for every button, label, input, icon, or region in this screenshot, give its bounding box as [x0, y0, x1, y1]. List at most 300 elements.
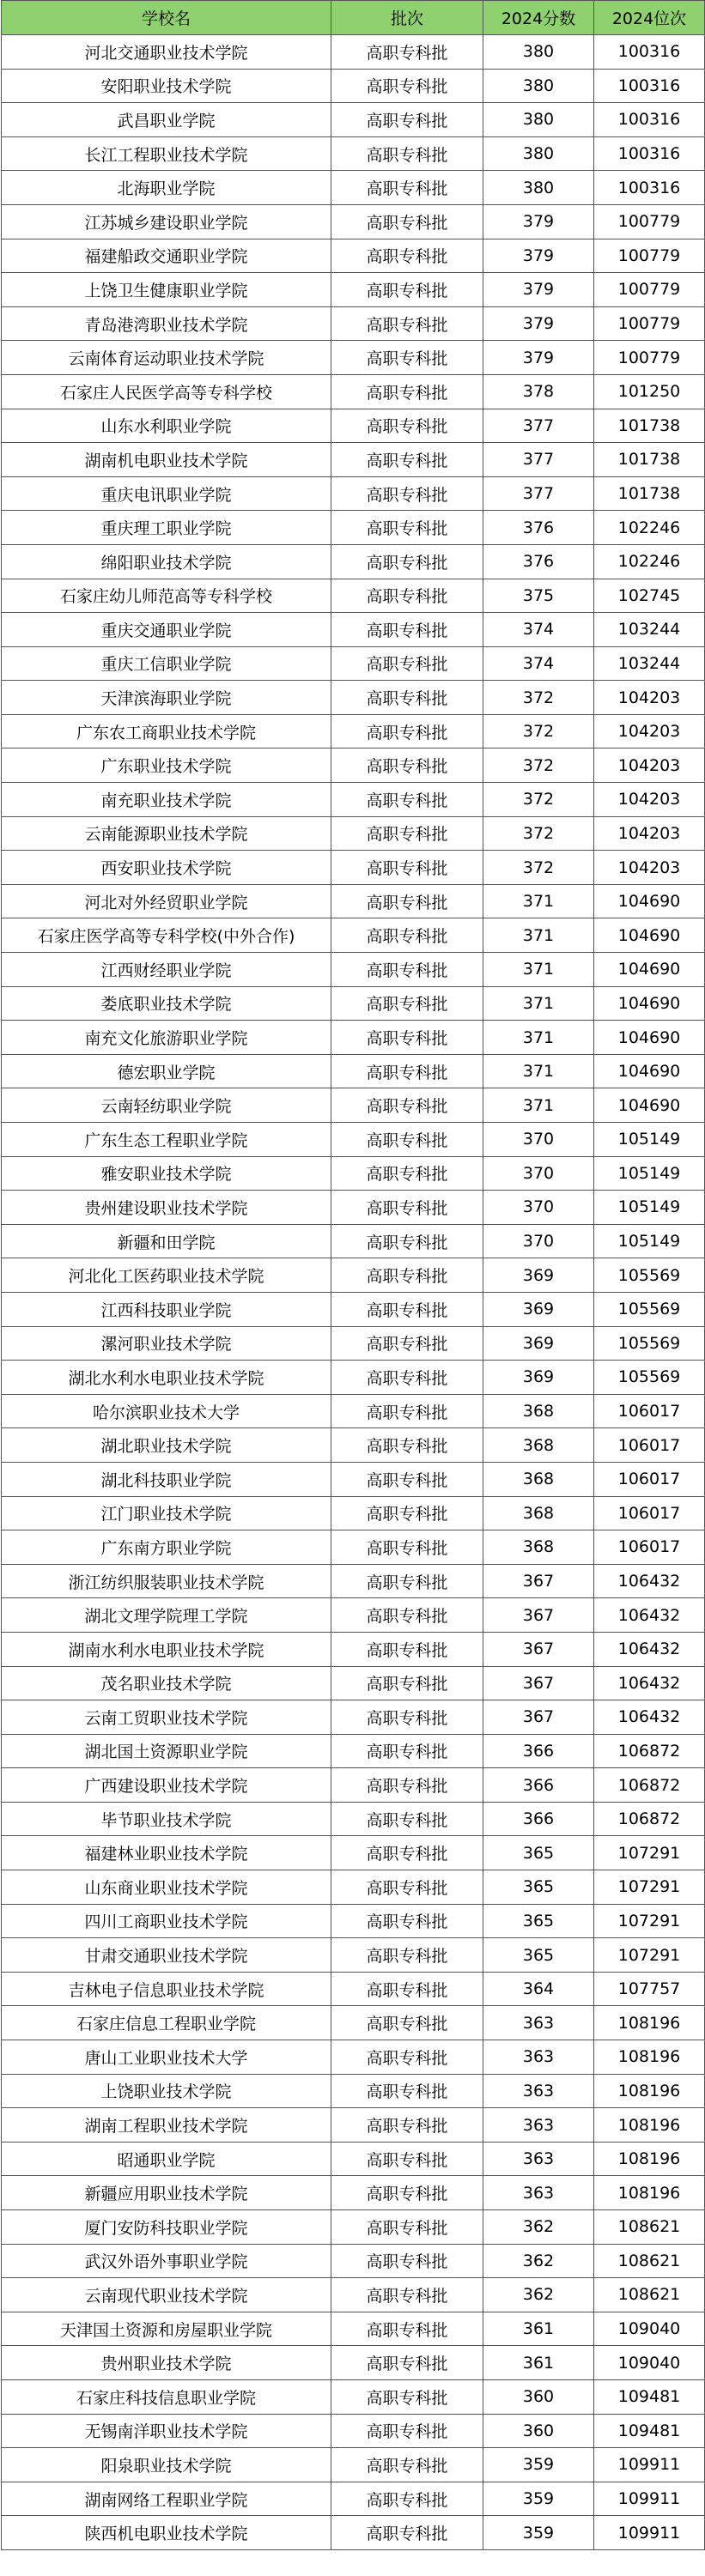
batch-cell: 高职专科批	[331, 918, 483, 953]
table-row	[2, 579, 705, 613]
batch-cell: 高职专科批	[331, 1938, 483, 1973]
score-cell: 367	[483, 1666, 594, 1700]
batch-cell: 高职专科批	[331, 749, 483, 783]
rank-cell: 105149	[594, 1156, 705, 1191]
batch-cell: 高职专科批	[331, 1768, 483, 1803]
school-name-cell: 河北化工医药职业技术学院	[2, 1258, 331, 1293]
rank-cell: 107291	[594, 1938, 705, 1973]
batch-cell: 高职专科批	[331, 544, 483, 579]
table-row	[2, 1462, 705, 1496]
table-row	[2, 2278, 705, 2312]
score-cell: 379	[483, 341, 594, 375]
batch-cell: 高职专科批	[331, 1836, 483, 1870]
score-cell: 365	[483, 1870, 594, 1905]
batch-cell: 高职专科批	[331, 851, 483, 885]
batch-cell: 高职专科批	[331, 646, 483, 681]
header-batch: 批次	[331, 1, 483, 35]
batch-cell: 高职专科批	[331, 1462, 483, 1496]
rank-cell: 100779	[594, 306, 705, 341]
batch-cell: 高职专科批	[331, 816, 483, 851]
rank-cell: 108196	[594, 2006, 705, 2040]
school-name-cell: 南充文化旅游职业学院	[2, 1021, 331, 1055]
school-name-cell: 湖南网络工程职业学院	[2, 2482, 331, 2516]
batch-cell: 高职专科批	[331, 986, 483, 1021]
score-cell: 372	[483, 783, 594, 817]
table-row	[2, 476, 705, 511]
score-cell: 363	[483, 2176, 594, 2210]
rank-cell: 101738	[594, 409, 705, 443]
table-row	[2, 986, 705, 1021]
table-row	[2, 816, 705, 851]
rank-cell: 105569	[594, 1361, 705, 1395]
batch-cell: 高职专科批	[331, 2516, 483, 2550]
rank-cell: 109040	[594, 2346, 705, 2380]
batch-cell: 高职专科批	[331, 2074, 483, 2108]
score-cell: 376	[483, 511, 594, 545]
school-name-cell: 广东职业技术学院	[2, 749, 331, 783]
table-row	[2, 918, 705, 953]
rank-cell: 105149	[594, 1224, 705, 1258]
school-name-cell: 唐山工业职业技术大学	[2, 2040, 331, 2075]
table-row	[2, 1972, 705, 2006]
school-name-cell: 云南现代职业技术学院	[2, 2278, 331, 2312]
score-cell: 362	[483, 2210, 594, 2245]
rank-cell: 105569	[594, 1292, 705, 1326]
school-name-cell: 无锡南洋职业技术学院	[2, 2414, 331, 2448]
rank-cell: 102745	[594, 579, 705, 613]
school-name-cell: 南充职业技术学院	[2, 783, 331, 817]
rank-cell: 104203	[594, 749, 705, 783]
score-cell: 363	[483, 2074, 594, 2108]
school-name-cell: 江门职业技术学院	[2, 1496, 331, 1530]
rank-cell: 100316	[594, 35, 705, 70]
rank-cell: 109911	[594, 2516, 705, 2550]
score-cell: 372	[483, 851, 594, 885]
rank-cell: 100316	[594, 69, 705, 103]
table-row	[2, 749, 705, 783]
school-name-cell: 重庆交通职业学院	[2, 613, 331, 647]
rank-cell: 109911	[594, 2482, 705, 2516]
table-row	[2, 1938, 705, 1973]
batch-cell: 高职专科批	[331, 1598, 483, 1633]
table-body	[2, 35, 705, 2550]
batch-cell: 高职专科批	[331, 1191, 483, 1225]
school-name-cell: 新疆和田学院	[2, 1224, 331, 1258]
table-row	[2, 884, 705, 918]
batch-cell: 高职专科批	[331, 35, 483, 70]
table-row	[2, 1021, 705, 1055]
rank-cell: 106017	[594, 1496, 705, 1530]
score-cell: 368	[483, 1530, 594, 1565]
school-name-cell: 湖北科技职业学院	[2, 1462, 331, 1496]
rank-cell: 109040	[594, 2312, 705, 2346]
rank-cell: 106017	[594, 1530, 705, 1565]
batch-cell: 高职专科批	[331, 409, 483, 443]
rank-cell: 106872	[594, 1768, 705, 1803]
school-name-cell: 湖南水利水电职业技术学院	[2, 1632, 331, 1666]
score-cell: 370	[483, 1224, 594, 1258]
batch-cell: 高职专科批	[331, 1021, 483, 1055]
rank-cell: 100779	[594, 239, 705, 273]
school-name-cell: 福建林业职业技术学院	[2, 1836, 331, 1870]
rank-cell: 109911	[594, 2448, 705, 2482]
rank-cell: 104203	[594, 783, 705, 817]
rank-cell: 106872	[594, 1802, 705, 1836]
batch-cell: 高职专科批	[331, 2176, 483, 2210]
table-row	[2, 2006, 705, 2040]
rank-cell: 100316	[594, 171, 705, 205]
score-cell: 366	[483, 1734, 594, 1768]
score-cell: 371	[483, 1021, 594, 1055]
batch-cell: 高职专科批	[331, 1361, 483, 1395]
rank-cell: 106432	[594, 1700, 705, 1735]
rank-cell: 105149	[594, 1191, 705, 1225]
score-cell: 369	[483, 1326, 594, 1361]
table-row	[2, 374, 705, 409]
school-name-cell: 云南轻纺职业学院	[2, 1088, 331, 1123]
score-cell: 380	[483, 171, 594, 205]
batch-cell: 高职专科批	[331, 2448, 483, 2482]
score-cell: 368	[483, 1462, 594, 1496]
batch-cell: 高职专科批	[331, 714, 483, 749]
batch-cell: 高职专科批	[331, 2414, 483, 2448]
batch-cell: 高职专科批	[331, 476, 483, 511]
table-row	[2, 35, 705, 70]
score-cell: 372	[483, 714, 594, 749]
rank-cell: 109481	[594, 2379, 705, 2414]
table-row	[2, 1156, 705, 1191]
rank-cell: 104690	[594, 1021, 705, 1055]
rank-cell: 108196	[594, 2176, 705, 2210]
table-row	[2, 2448, 705, 2482]
table-row	[2, 1564, 705, 1598]
table-row	[2, 1292, 705, 1326]
school-name-cell: 江西财经职业学院	[2, 953, 331, 987]
score-cell: 366	[483, 1802, 594, 1836]
table-row	[2, 1496, 705, 1530]
score-cell: 374	[483, 646, 594, 681]
score-cell: 377	[483, 443, 594, 477]
table-row	[2, 1632, 705, 1666]
score-cell: 377	[483, 476, 594, 511]
score-cell: 371	[483, 1054, 594, 1088]
batch-cell: 高职专科批	[331, 443, 483, 477]
school-name-cell: 重庆工信职业学院	[2, 646, 331, 681]
rank-cell: 107757	[594, 1972, 705, 2006]
batch-cell: 高职专科批	[331, 1156, 483, 1191]
batch-cell: 高职专科批	[331, 1666, 483, 1700]
rank-cell: 100779	[594, 341, 705, 375]
table-row	[2, 239, 705, 273]
school-name-cell: 上饶职业技术学院	[2, 2074, 331, 2108]
score-cell: 371	[483, 1088, 594, 1123]
batch-cell: 高职专科批	[331, 1904, 483, 1938]
school-name-cell: 陕西机电职业技术学院	[2, 2516, 331, 2550]
table-row	[2, 2346, 705, 2380]
rank-cell: 106432	[594, 1598, 705, 1633]
table-row	[2, 714, 705, 749]
school-name-cell: 湖北国土资源职业学院	[2, 1734, 331, 1768]
table-row	[2, 2210, 705, 2245]
table-row	[2, 1904, 705, 1938]
school-name-cell: 石家庄医学高等专科学校(中外合作)	[2, 918, 331, 953]
batch-cell: 高职专科批	[331, 1224, 483, 1258]
batch-cell: 高职专科批	[331, 613, 483, 647]
table-row	[2, 2142, 705, 2176]
table-row	[2, 1870, 705, 1905]
batch-cell: 高职专科批	[331, 1292, 483, 1326]
score-cell: 372	[483, 749, 594, 783]
table-row	[2, 953, 705, 987]
score-cell: 380	[483, 69, 594, 103]
table-row	[2, 341, 705, 375]
table-row	[2, 204, 705, 239]
batch-cell: 高职专科批	[331, 1802, 483, 1836]
batch-cell: 高职专科批	[331, 136, 483, 171]
table-row	[2, 2482, 705, 2516]
batch-cell: 高职专科批	[331, 2210, 483, 2245]
batch-cell: 高职专科批	[331, 1530, 483, 1565]
rank-cell: 104690	[594, 1088, 705, 1123]
score-cell: 379	[483, 239, 594, 273]
rank-cell: 105569	[594, 1326, 705, 1361]
school-name-cell: 四川工商职业技术学院	[2, 1904, 331, 1938]
school-name-cell: 武汉外语外事职业学院	[2, 2244, 331, 2278]
admission-scores-table	[1, 0, 705, 2550]
batch-cell: 高职专科批	[331, 273, 483, 307]
school-name-cell: 长江工程职业技术学院	[2, 136, 331, 171]
school-name-cell: 绵阳职业技术学院	[2, 544, 331, 579]
school-name-cell: 贵州建设职业技术学院	[2, 1191, 331, 1225]
table-row	[2, 1361, 705, 1395]
table-row	[2, 2244, 705, 2278]
batch-cell: 高职专科批	[331, 204, 483, 239]
score-cell: 360	[483, 2379, 594, 2414]
rank-cell: 108621	[594, 2244, 705, 2278]
school-name-cell: 武昌职业学院	[2, 103, 331, 137]
batch-cell: 高职专科批	[331, 341, 483, 375]
rank-cell: 106872	[594, 1734, 705, 1768]
score-cell: 368	[483, 1428, 594, 1463]
batch-cell: 高职专科批	[331, 2312, 483, 2346]
score-cell: 379	[483, 273, 594, 307]
school-name-cell: 湖北水利水电职业技术学院	[2, 1361, 331, 1395]
score-cell: 377	[483, 409, 594, 443]
table-row	[2, 2176, 705, 2210]
table-row	[2, 681, 705, 715]
table-row	[2, 1394, 705, 1428]
table-row	[2, 1836, 705, 1870]
table-row	[2, 69, 705, 103]
rank-cell: 104690	[594, 918, 705, 953]
rank-cell: 109481	[594, 2414, 705, 2448]
score-cell: 380	[483, 136, 594, 171]
school-name-cell: 上饶卫生健康职业学院	[2, 273, 331, 307]
rank-cell: 100779	[594, 273, 705, 307]
batch-cell: 高职专科批	[331, 2108, 483, 2143]
school-name-cell: 茂名职业技术学院	[2, 1666, 331, 1700]
score-cell: 375	[483, 579, 594, 613]
batch-cell: 高职专科批	[331, 1258, 483, 1293]
rank-cell: 104203	[594, 851, 705, 885]
table-row	[2, 1326, 705, 1361]
school-name-cell: 天津滨海职业学院	[2, 681, 331, 715]
score-cell: 363	[483, 2142, 594, 2176]
school-name-cell: 北海职业学院	[2, 171, 331, 205]
score-cell: 372	[483, 816, 594, 851]
header-school-name: 学校名	[2, 1, 331, 35]
rank-cell: 108621	[594, 2210, 705, 2245]
rank-cell: 104203	[594, 816, 705, 851]
school-name-cell: 雅安职业技术学院	[2, 1156, 331, 1191]
school-name-cell: 德宏职业学院	[2, 1054, 331, 1088]
table-row	[2, 1598, 705, 1633]
score-cell: 359	[483, 2448, 594, 2482]
table-row	[2, 1666, 705, 1700]
school-name-cell: 山东水利职业学院	[2, 409, 331, 443]
table-row	[2, 2312, 705, 2346]
batch-cell: 高职专科批	[331, 1632, 483, 1666]
table-row	[2, 1123, 705, 1157]
table-row	[2, 2074, 705, 2108]
school-name-cell: 石家庄信息工程职业学院	[2, 2006, 331, 2040]
rank-cell: 101250	[594, 374, 705, 409]
score-cell: 360	[483, 2414, 594, 2448]
batch-cell: 高职专科批	[331, 2142, 483, 2176]
table-row	[2, 1088, 705, 1123]
score-cell: 365	[483, 1836, 594, 1870]
table-row	[2, 2414, 705, 2448]
school-name-cell: 湖北文理学院理工学院	[2, 1598, 331, 1633]
rank-cell: 104203	[594, 681, 705, 715]
rank-cell: 108196	[594, 2040, 705, 2075]
header-row	[2, 1, 705, 35]
batch-cell: 高职专科批	[331, 2006, 483, 2040]
batch-cell: 高职专科批	[331, 239, 483, 273]
score-cell: 374	[483, 613, 594, 647]
score-cell: 369	[483, 1292, 594, 1326]
header-2024-rank: 2024位次	[594, 1, 705, 35]
school-name-cell: 吉林电子信息职业技术学院	[2, 1972, 331, 2006]
school-name-cell: 新疆应用职业技术学院	[2, 2176, 331, 2210]
score-cell: 370	[483, 1123, 594, 1157]
score-cell: 363	[483, 2108, 594, 2143]
rank-cell: 106017	[594, 1428, 705, 1463]
school-name-cell: 昭通职业学院	[2, 2142, 331, 2176]
school-name-cell: 石家庄科技信息职业学院	[2, 2379, 331, 2414]
school-name-cell: 江苏城乡建设职业学院	[2, 204, 331, 239]
table-row	[2, 1768, 705, 1803]
batch-cell: 高职专科批	[331, 103, 483, 137]
score-cell: 370	[483, 1191, 594, 1225]
table-row	[2, 511, 705, 545]
table-row	[2, 613, 705, 647]
school-name-cell: 重庆理工职业学院	[2, 511, 331, 545]
batch-cell: 高职专科批	[331, 2379, 483, 2414]
score-cell: 370	[483, 1156, 594, 1191]
score-cell: 368	[483, 1496, 594, 1530]
rank-cell: 101738	[594, 443, 705, 477]
batch-cell: 高职专科批	[331, 1123, 483, 1157]
school-name-cell: 贵州职业技术学院	[2, 2346, 331, 2380]
batch-cell: 高职专科批	[331, 1564, 483, 1598]
table-row	[2, 136, 705, 171]
rank-cell: 108196	[594, 2142, 705, 2176]
score-cell: 369	[483, 1258, 594, 1293]
rank-cell: 104203	[594, 714, 705, 749]
batch-cell: 高职专科批	[331, 1428, 483, 1463]
table-row	[2, 783, 705, 817]
rank-cell: 104690	[594, 884, 705, 918]
score-cell: 367	[483, 1598, 594, 1633]
header-2024-score: 2024分数	[483, 1, 594, 35]
table-row	[2, 1428, 705, 1463]
score-cell: 367	[483, 1632, 594, 1666]
batch-cell: 高职专科批	[331, 2482, 483, 2516]
batch-cell: 高职专科批	[331, 306, 483, 341]
score-cell: 379	[483, 204, 594, 239]
batch-cell: 高职专科批	[331, 511, 483, 545]
school-name-cell: 广东生态工程职业学院	[2, 1123, 331, 1157]
batch-cell: 高职专科批	[331, 2040, 483, 2075]
school-name-cell: 江西科技职业学院	[2, 1292, 331, 1326]
table-row	[2, 409, 705, 443]
batch-cell: 高职专科批	[331, 1088, 483, 1123]
score-cell: 371	[483, 986, 594, 1021]
score-cell: 363	[483, 2040, 594, 2075]
score-cell: 359	[483, 2482, 594, 2516]
score-cell: 380	[483, 103, 594, 137]
school-name-cell: 石家庄人民医学高等专科学校	[2, 374, 331, 409]
rank-cell: 108621	[594, 2278, 705, 2312]
score-cell: 379	[483, 306, 594, 341]
score-cell: 364	[483, 1972, 594, 2006]
rank-cell: 106432	[594, 1666, 705, 1700]
table-row	[2, 273, 705, 307]
table-row	[2, 2108, 705, 2143]
school-name-cell: 湖南机电职业技术学院	[2, 443, 331, 477]
school-name-cell: 河北交通职业技术学院	[2, 35, 331, 70]
school-name-cell: 湖北职业技术学院	[2, 1428, 331, 1463]
score-cell: 362	[483, 2244, 594, 2278]
batch-cell: 高职专科批	[331, 1054, 483, 1088]
batch-cell: 高职专科批	[331, 953, 483, 987]
rank-cell: 104690	[594, 953, 705, 987]
rank-cell: 100779	[594, 204, 705, 239]
rank-cell: 102246	[594, 511, 705, 545]
batch-cell: 高职专科批	[331, 579, 483, 613]
school-name-cell: 河北对外经贸职业学院	[2, 884, 331, 918]
batch-cell: 高职专科批	[331, 2278, 483, 2312]
score-cell: 366	[483, 1768, 594, 1803]
score-cell: 361	[483, 2312, 594, 2346]
school-name-cell: 哈尔滨职业技术大学	[2, 1394, 331, 1428]
batch-cell: 高职专科批	[331, 1734, 483, 1768]
batch-cell: 高职专科批	[331, 681, 483, 715]
table-row	[2, 306, 705, 341]
batch-cell: 高职专科批	[331, 1496, 483, 1530]
batch-cell: 高职专科批	[331, 1972, 483, 2006]
score-cell: 361	[483, 2346, 594, 2380]
batch-cell: 高职专科批	[331, 374, 483, 409]
school-name-cell: 石家庄幼儿师范高等专科学校	[2, 579, 331, 613]
score-cell: 368	[483, 1394, 594, 1428]
school-name-cell: 云南能源职业技术学院	[2, 816, 331, 851]
rank-cell: 106432	[594, 1632, 705, 1666]
rank-cell: 103244	[594, 613, 705, 647]
school-name-cell: 娄底职业技术学院	[2, 986, 331, 1021]
school-name-cell: 毕节职业技术学院	[2, 1802, 331, 1836]
